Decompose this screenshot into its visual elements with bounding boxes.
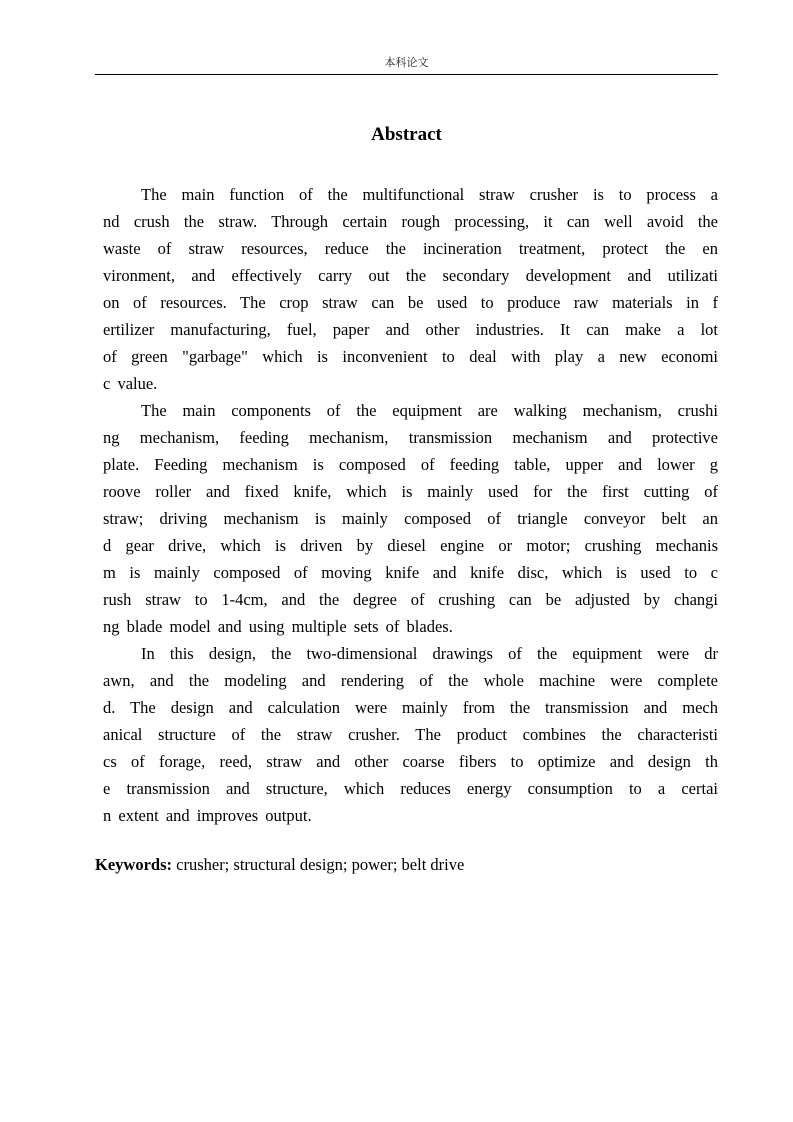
- text-line: plate. Feeding mechanism is composed of feeding table, upper and lower g: [103, 455, 718, 474]
- text-line: The main components of the equipment are walking mechanism, crushi: [141, 401, 718, 420]
- page-header: [95, 56, 718, 75]
- text-line: vironment, and effectively carry out the secondary development and utilizati: [103, 266, 718, 285]
- keywords-label: Keywords:: [95, 855, 172, 874]
- text-line: of green "garbage" which is inconvenient to deal with play a new economi: [103, 347, 718, 366]
- text-line: In this design, the two-dimensional drawings of the equipment were dr: [141, 644, 718, 663]
- text-line: straw; driving mechanism is mainly composed of triangle conveyor belt an: [103, 509, 718, 528]
- text-line: ng mechanism, feeding mechanism, transmission mechanism and protective: [103, 428, 718, 447]
- text-line: roove roller and fixed knife, which is mainly used for the first cutting of: [103, 482, 718, 501]
- text-line: The main function of the multifunctional straw crusher is to process a: [141, 185, 718, 204]
- abstract-body: [103, 181, 718, 829]
- text-line: nd crush the straw. Through certain rough processing, it can well avoid the: [103, 212, 718, 231]
- keywords-line: [95, 852, 718, 878]
- text-line: m is mainly composed of moving knife and knife disc, which is used to c: [103, 563, 718, 582]
- text-line: waste of straw resources, reduce the incineration treatment, protect the en: [103, 239, 718, 258]
- text-line: ertilizer manufacturing, fuel, paper and other industries. It can make a lot: [103, 320, 718, 339]
- text-line: anical structure of the straw crusher. The product combines the characteristi: [103, 725, 718, 744]
- text-line: n extent and improves output.: [103, 806, 312, 825]
- text-line: e transmission and structure, which reduces energy consumption to a certai: [103, 779, 718, 798]
- text-line: on of resources. The crop straw can be used to produce raw materials in f: [103, 293, 718, 312]
- text-line: cs of forage, reed, straw and other coarse fibers to optimize and design th: [103, 752, 718, 771]
- abstract-title: Abstract: [371, 124, 442, 145]
- text-line: rush straw to 1-4cm, and the degree of crushing can be adjusted by changi: [103, 590, 718, 609]
- text-line: d gear drive, which is driven by diesel engine or motor; crushing mechanis: [103, 536, 718, 555]
- text-line: c value.: [103, 374, 158, 393]
- paragraph-2: [103, 397, 718, 640]
- keywords-text: crusher; structural design; power; belt drive: [176, 855, 465, 874]
- text-line: awn, and the modeling and rendering of the whole machine were complete: [103, 671, 718, 690]
- text-line: ng blade model and using multiple sets of blades.: [103, 617, 453, 636]
- paragraph-1: [103, 181, 718, 397]
- text-line: d. The design and calculation were mainly from the transmission and mech: [103, 698, 718, 717]
- paragraph-3: [103, 640, 718, 829]
- header-text: 本科论文: [384, 56, 429, 69]
